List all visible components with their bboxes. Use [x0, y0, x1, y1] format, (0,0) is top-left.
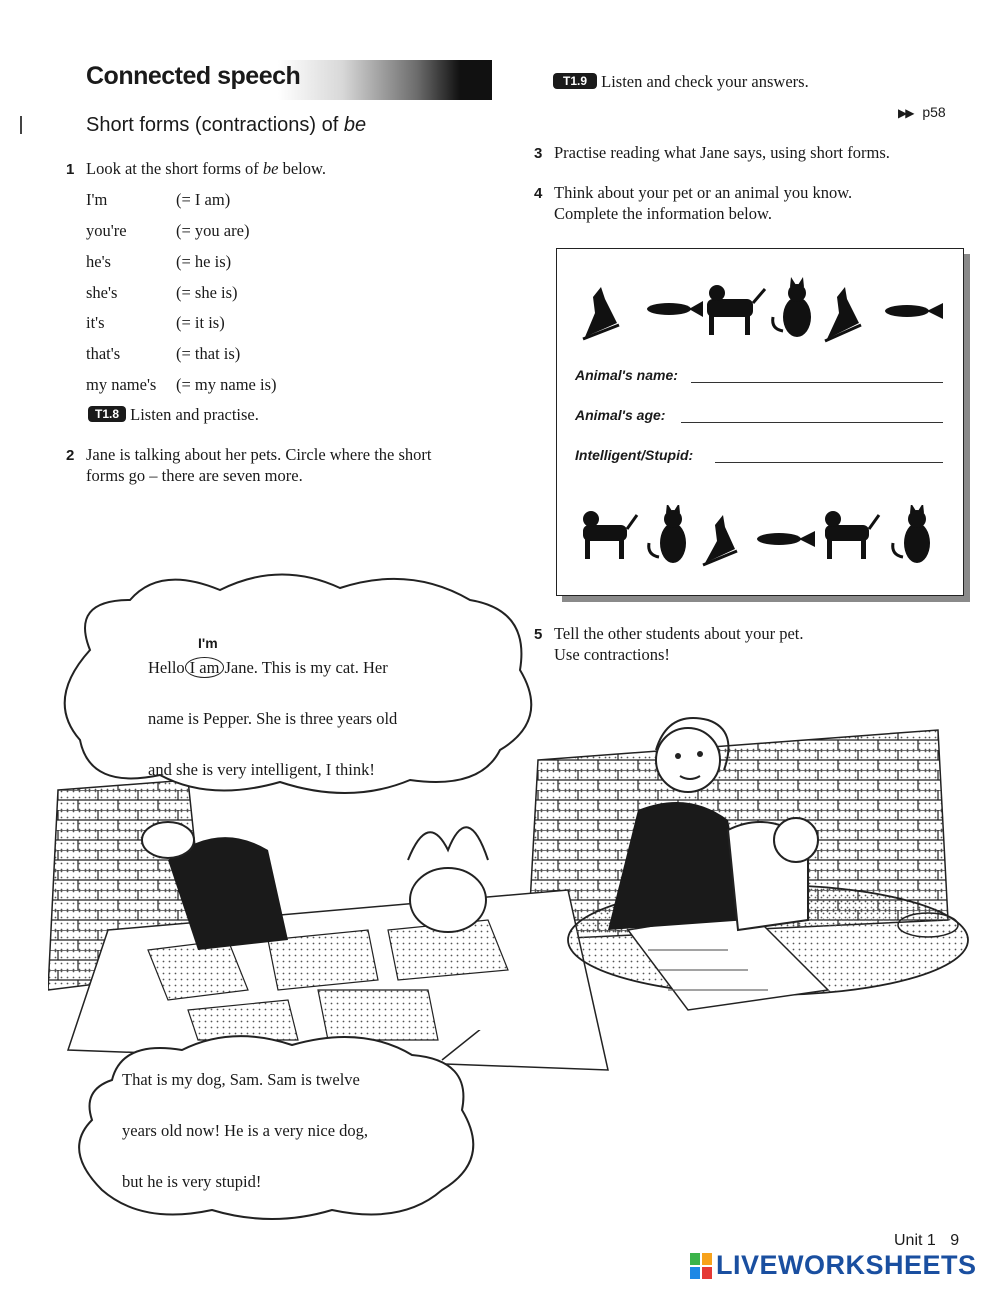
intelligent-stupid-label: Intelligent/Stupid:: [575, 447, 694, 463]
ex4-line2: Complete the information below.: [554, 204, 772, 223]
ex5-line2: Use contractions!: [554, 645, 670, 664]
animal-info-box: [556, 248, 964, 596]
short-form: she's: [86, 283, 118, 302]
full-form: (= he is): [176, 252, 232, 271]
fish-icon: [757, 531, 815, 547]
ex5-line1: Tell the other students about your pet.: [554, 624, 804, 643]
circled-answer[interactable]: I am: [185, 657, 225, 678]
animal-name-label: Animal's name:: [575, 367, 678, 383]
short-form: you're: [86, 221, 127, 240]
ex4-line1: Think about your pet or an animal you know.: [554, 183, 853, 202]
brand-logo[interactable]: [690, 1250, 977, 1281]
cat-icon: [649, 505, 686, 563]
dog-icon: [707, 285, 765, 335]
page-reference[interactable]: [898, 104, 946, 120]
cat-icon: [773, 277, 811, 337]
page-number: 9: [950, 1232, 960, 1249]
fast-forward-icon: ▶▶: [898, 106, 913, 120]
ex2-line1: Jane is talking about her pets. Circle where the short: [86, 445, 432, 464]
bubble1-line3: and she is very intelligent, I think!: [148, 760, 375, 779]
short-form: that's: [86, 344, 121, 363]
audio-track-badge[interactable]: T1.8: [88, 406, 126, 422]
ex1-number: 1: [66, 161, 75, 178]
short-form: it's: [86, 313, 105, 332]
short-form: my name's: [86, 375, 157, 394]
bubble1-line1-rest: Jane. This is my cat. Her: [224, 658, 388, 677]
full-form: (= my name is): [176, 375, 277, 394]
liveworksheets-logo-icon: [690, 1253, 712, 1279]
animal-icons-top: [557, 259, 963, 359]
full-form: (= she is): [176, 283, 238, 302]
brand-name: LIVEWORKSHEETS: [716, 1250, 977, 1280]
bubble1-hello: Hello: [148, 658, 185, 677]
ex3-text: Practise reading what Jane says, using short forms.: [554, 143, 890, 162]
ex1-text-b: below.: [278, 159, 326, 178]
bubble2-line3: but he is very stupid!: [122, 1172, 262, 1191]
unit-name: Unit 1: [894, 1232, 936, 1249]
track-t19-row: [553, 72, 809, 92]
cat-figure: [728, 818, 818, 930]
fish-icon: [885, 303, 943, 319]
track-instruction: Listen and check your answers.: [601, 72, 809, 91]
ex1-instruction: [86, 159, 326, 179]
subtitle-text: Short forms (contractions) of: [86, 114, 344, 136]
margin-mark: [20, 116, 22, 134]
page-title: Connected speech: [86, 62, 301, 90]
dog-icon: [583, 511, 637, 559]
track-instruction: Listen and practise.: [130, 405, 259, 424]
full-form: (= you are): [176, 221, 250, 240]
cat-icon: [893, 505, 930, 563]
section-subtitle: [86, 114, 366, 137]
intelligent-stupid-field[interactable]: [715, 461, 943, 463]
bubble1-line1: [148, 658, 388, 678]
bird-icon: [703, 515, 737, 565]
handwritten-answer: I'm: [198, 635, 218, 651]
bubble1-line2: name is Pepper. She is three years old: [148, 709, 398, 728]
animal-icons-bottom: [557, 505, 963, 585]
plant-pot: [410, 868, 486, 932]
ex1-text-a: Look at the short forms of: [86, 159, 263, 178]
bubble2-line1: That is my dog, Sam. Sam is twelve: [122, 1070, 360, 1089]
full-form: (= it is): [176, 313, 225, 332]
bowl: [898, 913, 958, 937]
dog-icon: [825, 511, 879, 559]
full-form: (= that is): [176, 344, 241, 363]
track-t18-row: [88, 405, 259, 425]
animal-age-label: Animal's age:: [575, 407, 666, 423]
ex5-number: 5: [534, 626, 543, 643]
ex2-line2: forms go – there are seven more.: [86, 466, 303, 485]
short-form: I'm: [86, 190, 108, 209]
animal-age-field[interactable]: [681, 421, 943, 423]
ex1-text-italic: be: [262, 159, 279, 178]
title-bar: [278, 60, 492, 100]
bird-icon: [825, 287, 861, 341]
ex4-number: 4: [534, 185, 543, 202]
ex3-number: 3: [534, 145, 543, 162]
reference-page: p58: [922, 104, 946, 120]
unit-label: [894, 1232, 959, 1250]
bird-icon: [583, 287, 619, 339]
ex2-number: 2: [66, 447, 75, 464]
fish-icon: [647, 301, 703, 317]
bubble2-line2: years old now! He is a very nice dog,: [122, 1121, 369, 1140]
subtitle-italic: be: [343, 114, 367, 136]
audio-track-badge[interactable]: T1.9: [553, 73, 597, 89]
short-form: he's: [86, 252, 111, 271]
full-form: (= I am): [176, 190, 231, 209]
animal-name-field[interactable]: [691, 381, 943, 383]
